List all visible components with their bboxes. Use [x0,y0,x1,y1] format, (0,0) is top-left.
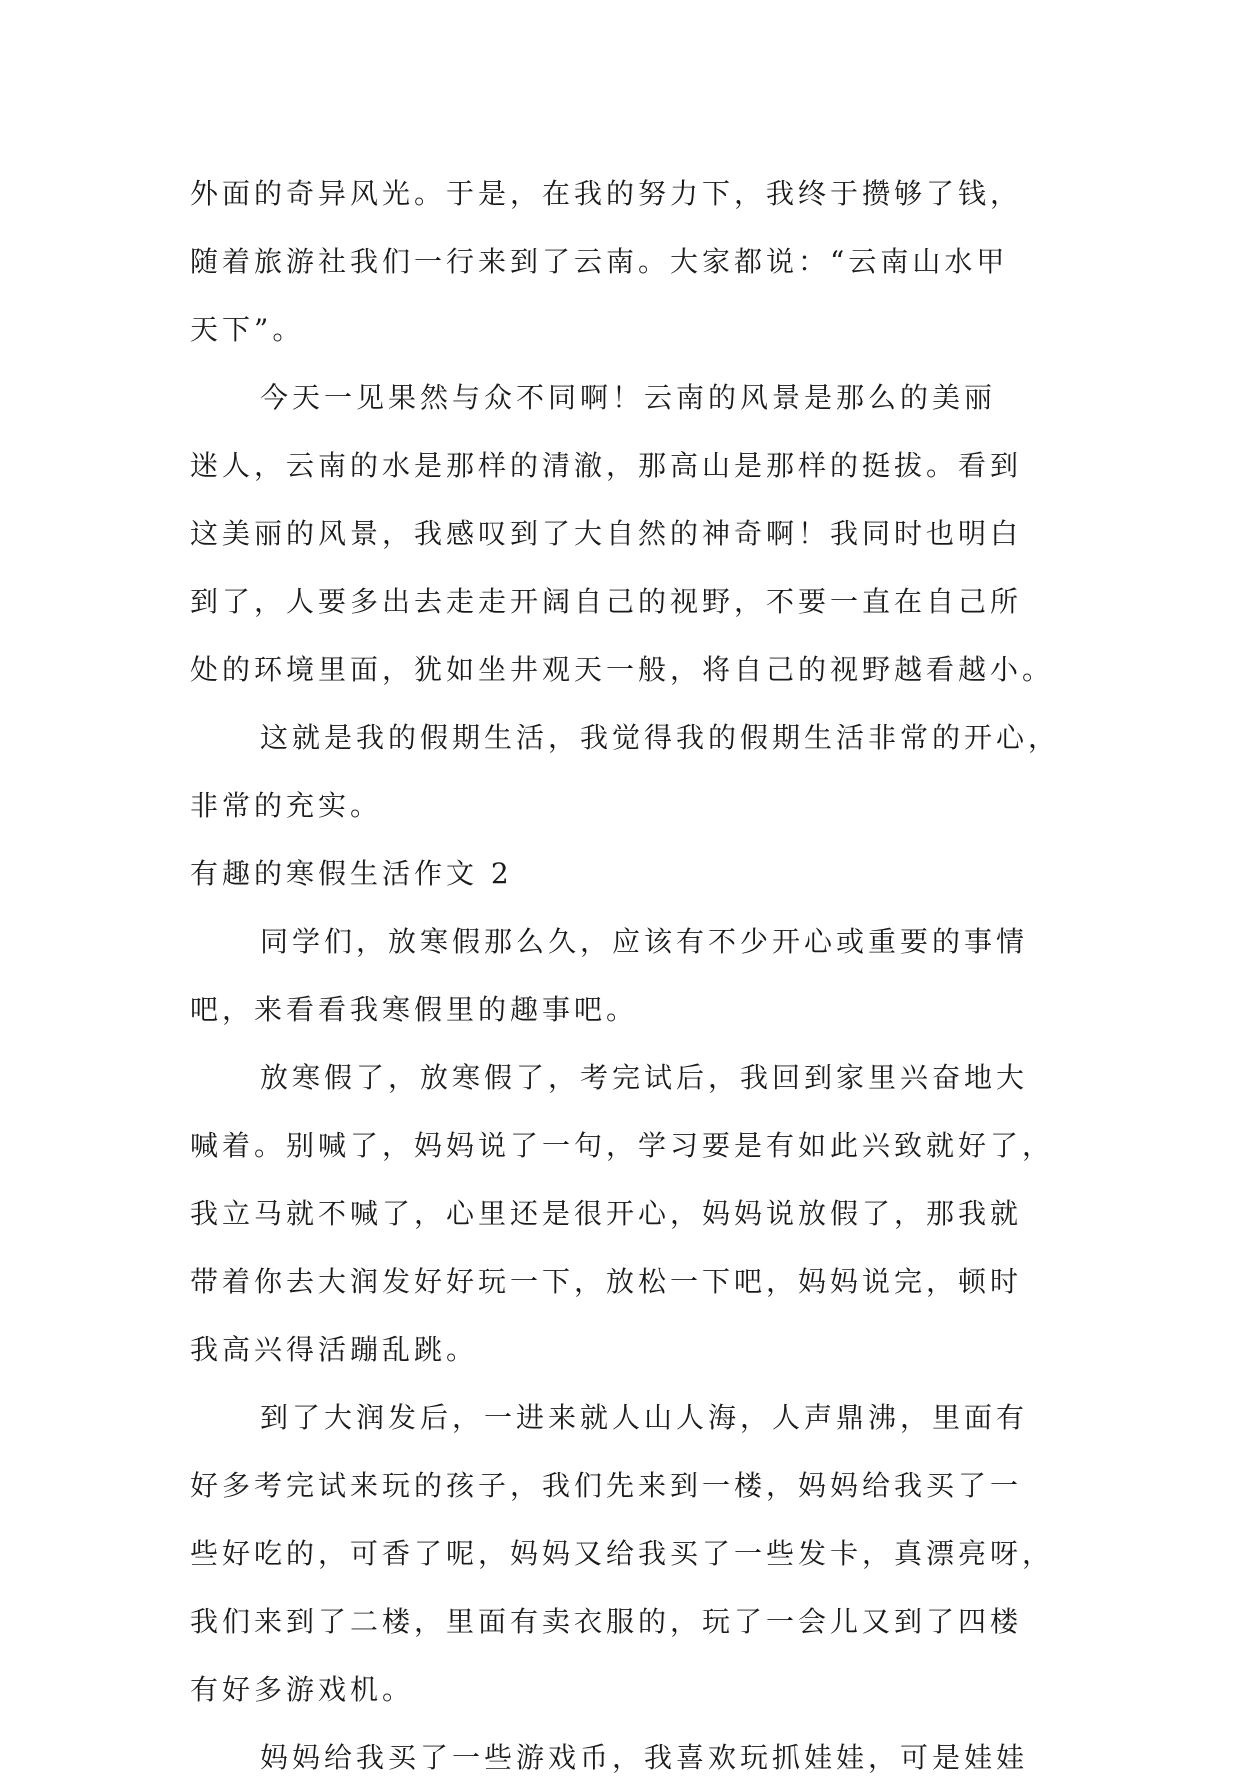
text-line: 迷人，云南的水是那样的清澈，那高山是那样的挺拔。看到 [190,449,1023,482]
text-line: 喊着。别喊了，妈妈说了一句，学习要是有如此兴致就好了， [190,1129,1055,1162]
text-line: 我高兴得活蹦乱跳。 [190,1333,479,1366]
text-line: 些好吃的，可香了呢，妈妈又给我买了一些发卡，真漂亮呀， [190,1537,1055,1570]
text-line: 吧，来看看我寒假里的趣事吧。 [190,993,639,1026]
text-line: 我立马就不喊了，心里还是很开心，妈妈说放假了，那我就 [190,1197,1023,1230]
text-line: 处的环境里面，犹如坐井观天一般，将自己的视野越看越小。 [190,653,1055,686]
document-body [190,160,1061,1792]
paragraph-first-line: 这就是我的假期生活，我觉得我的假期生活非常的开心， [260,721,1061,754]
section-heading: 有趣的寒假生活作文 2 [190,857,513,890]
paragraph-first-line: 放寒假了，放寒假了，考完试后，我回到家里兴奋地大 [260,1061,1029,1094]
text-line: 非常的充实。 [190,789,383,822]
text-line: 天下”。 [190,313,305,346]
text-line: 好多考完试来玩的孩子，我们先来到一楼，妈妈给我买了一 [190,1469,1023,1502]
text-line: 有好多游戏机。 [190,1673,415,1706]
paragraph-first-line: 同学们，放寒假那么久，应该有不少开心或重要的事情 [260,925,1029,958]
paragraph-first-line: 妈妈给我买了一些游戏币，我喜欢玩抓娃娃，可是娃娃 [260,1741,1029,1774]
paragraph-first-line: 今天一见果然与众不同啊！云南的风景是那么的美丽 [260,381,997,414]
text-line: 带着你去大润发好好玩一下，放松一下吧，妈妈说完，顿时 [190,1265,1023,1298]
text-line: 到了，人要多出去走走开阔自己的视野，不要一直在自己所 [190,585,1023,618]
text-line: 这美丽的风景，我感叹到了大自然的神奇啊！我同时也明白 [190,517,1023,550]
text-line: 外面的奇异风光。于是，在我的努力下，我终于攒够了钱， [190,177,1023,210]
text-line: 我们来到了二楼，里面有卖衣服的，玩了一会儿又到了四楼 [190,1605,1023,1638]
text-line: 随着旅游社我们一行来到了云南。大家都说：“云南山水甲 [190,245,1009,278]
paragraph-first-line: 到了大润发后，一进来就人山人海，人声鼎沸，里面有 [260,1401,1029,1434]
